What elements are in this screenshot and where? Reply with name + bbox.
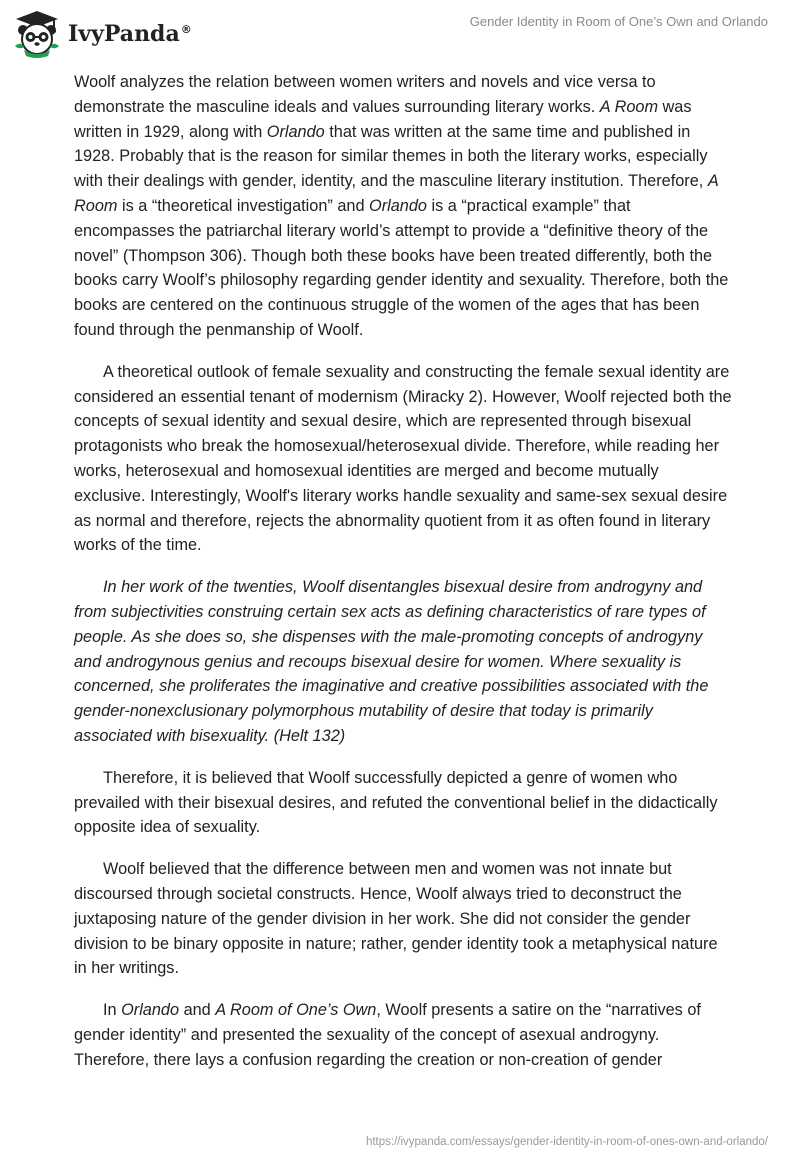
paragraph-5: Woolf believed that the difference between men and women was not innate but discoursed through societal constructs. Hence, Woolf always tried to deconstruct the juxtaposing nature of the gender division in her work. She did not consider the gender division to be binary opposite in nature; rather, gender identity took a metaphysical nature in her writings. [74, 860, 718, 978]
paragraph-1: Woolf analyzes the relation between women writers and novels and vice versa to demonstrate the masculine ideals and values surrounding literary works. A Room was written in 1929, along with Orlando that was written at the same time and published in 1928. Probably that is the reason for similar themes in both the literary works, especially with their dealings with gender, identity, and the masculine literary institution. Therefore, A Room is a “theoretical investigation” and Orlando is a “practical example” that encompasses the patriarchal literary world’s attempt to provide a “definitive theory of the novel” (Thompson 306). Though both these books have been treated differently, both the books carry Woolf’s philosophy regarding gender identity and sexuality. Therefore, both the books are centered on the continuous struggle of the women of the ages that has been found through the penmanship of Woolf. [74, 73, 729, 339]
source-url[interactable]: https://ivypanda.com/essays/gender-identity-in-room-of-ones-own-and-orlando/ [365, 1136, 768, 1148]
paragraph-6: In Orlando and A Room of One’s Own, Woolf presents a satire on the “narratives of gender identity” and presented the sexuality of the concept of asexual androgyny. Therefore, there lays a confusion regarding the creation or non-creation of gender [74, 1001, 701, 1069]
title-a-room: A Room [599, 97, 659, 116]
block-quote: In her work of the twenties, Woolf disentangles bisexual desire from androgyny and from subjectivities construing certain sex acts as defining characteristics of rare types of people. As she does so, she dispenses with the male-promoting concepts of androgyny and androgynous genius and recoups bisexual desire for women. Where sexuality is concerned, she proliferates the imaginative and creative possibilities associated with the gender-nonexclusionary polymorphous mutability of desire that today is primarily associated with bisexuality. (Helt 132) [74, 578, 709, 745]
title-orlando: Orlando [121, 1001, 180, 1020]
document-title: Gender Identity in Room of One’s Own and Orlando [469, 14, 768, 29]
page-header [0, 0, 800, 70]
title-a-room: A Room [74, 172, 719, 215]
essay-body [74, 70, 734, 1089]
paragraph-4: Therefore, it is believed that Woolf successfully depicted a genre of women who prevailed with their bisexual desires, and refuted the conventional belief in the didactically opposite idea of sexuality. [74, 768, 718, 837]
brand-logo[interactable] [12, 8, 192, 58]
registered-mark: ® [180, 22, 192, 36]
paragraph-2: A theoretical outlook of female sexuality and constructing the female sexual identity are considered an essential tenant of modernism (Miracky 2). However, Woolf rejected both the concepts of sexual identity and sexual desire, which are represented through bisexual protagonists who break the homosexual/heterosexual divide. Therefore, while reading her works, heterosexual and homosexual identities are merged and become mutually exclusive. Interestingly, Woolf's literary works handle sexuality and same-sex sexual desire as normal and therefore, rejects the abnormality quotient from it as often found in literary works of the time. [74, 362, 732, 555]
title-a-room-of-ones-own: A Room of One’s Own [215, 1001, 377, 1020]
panda-graduate-icon [12, 8, 62, 58]
title-orlando: Orlando [266, 122, 325, 141]
brand-name: IvyPanda® [68, 21, 192, 47]
title-orlando: Orlando [369, 196, 427, 215]
